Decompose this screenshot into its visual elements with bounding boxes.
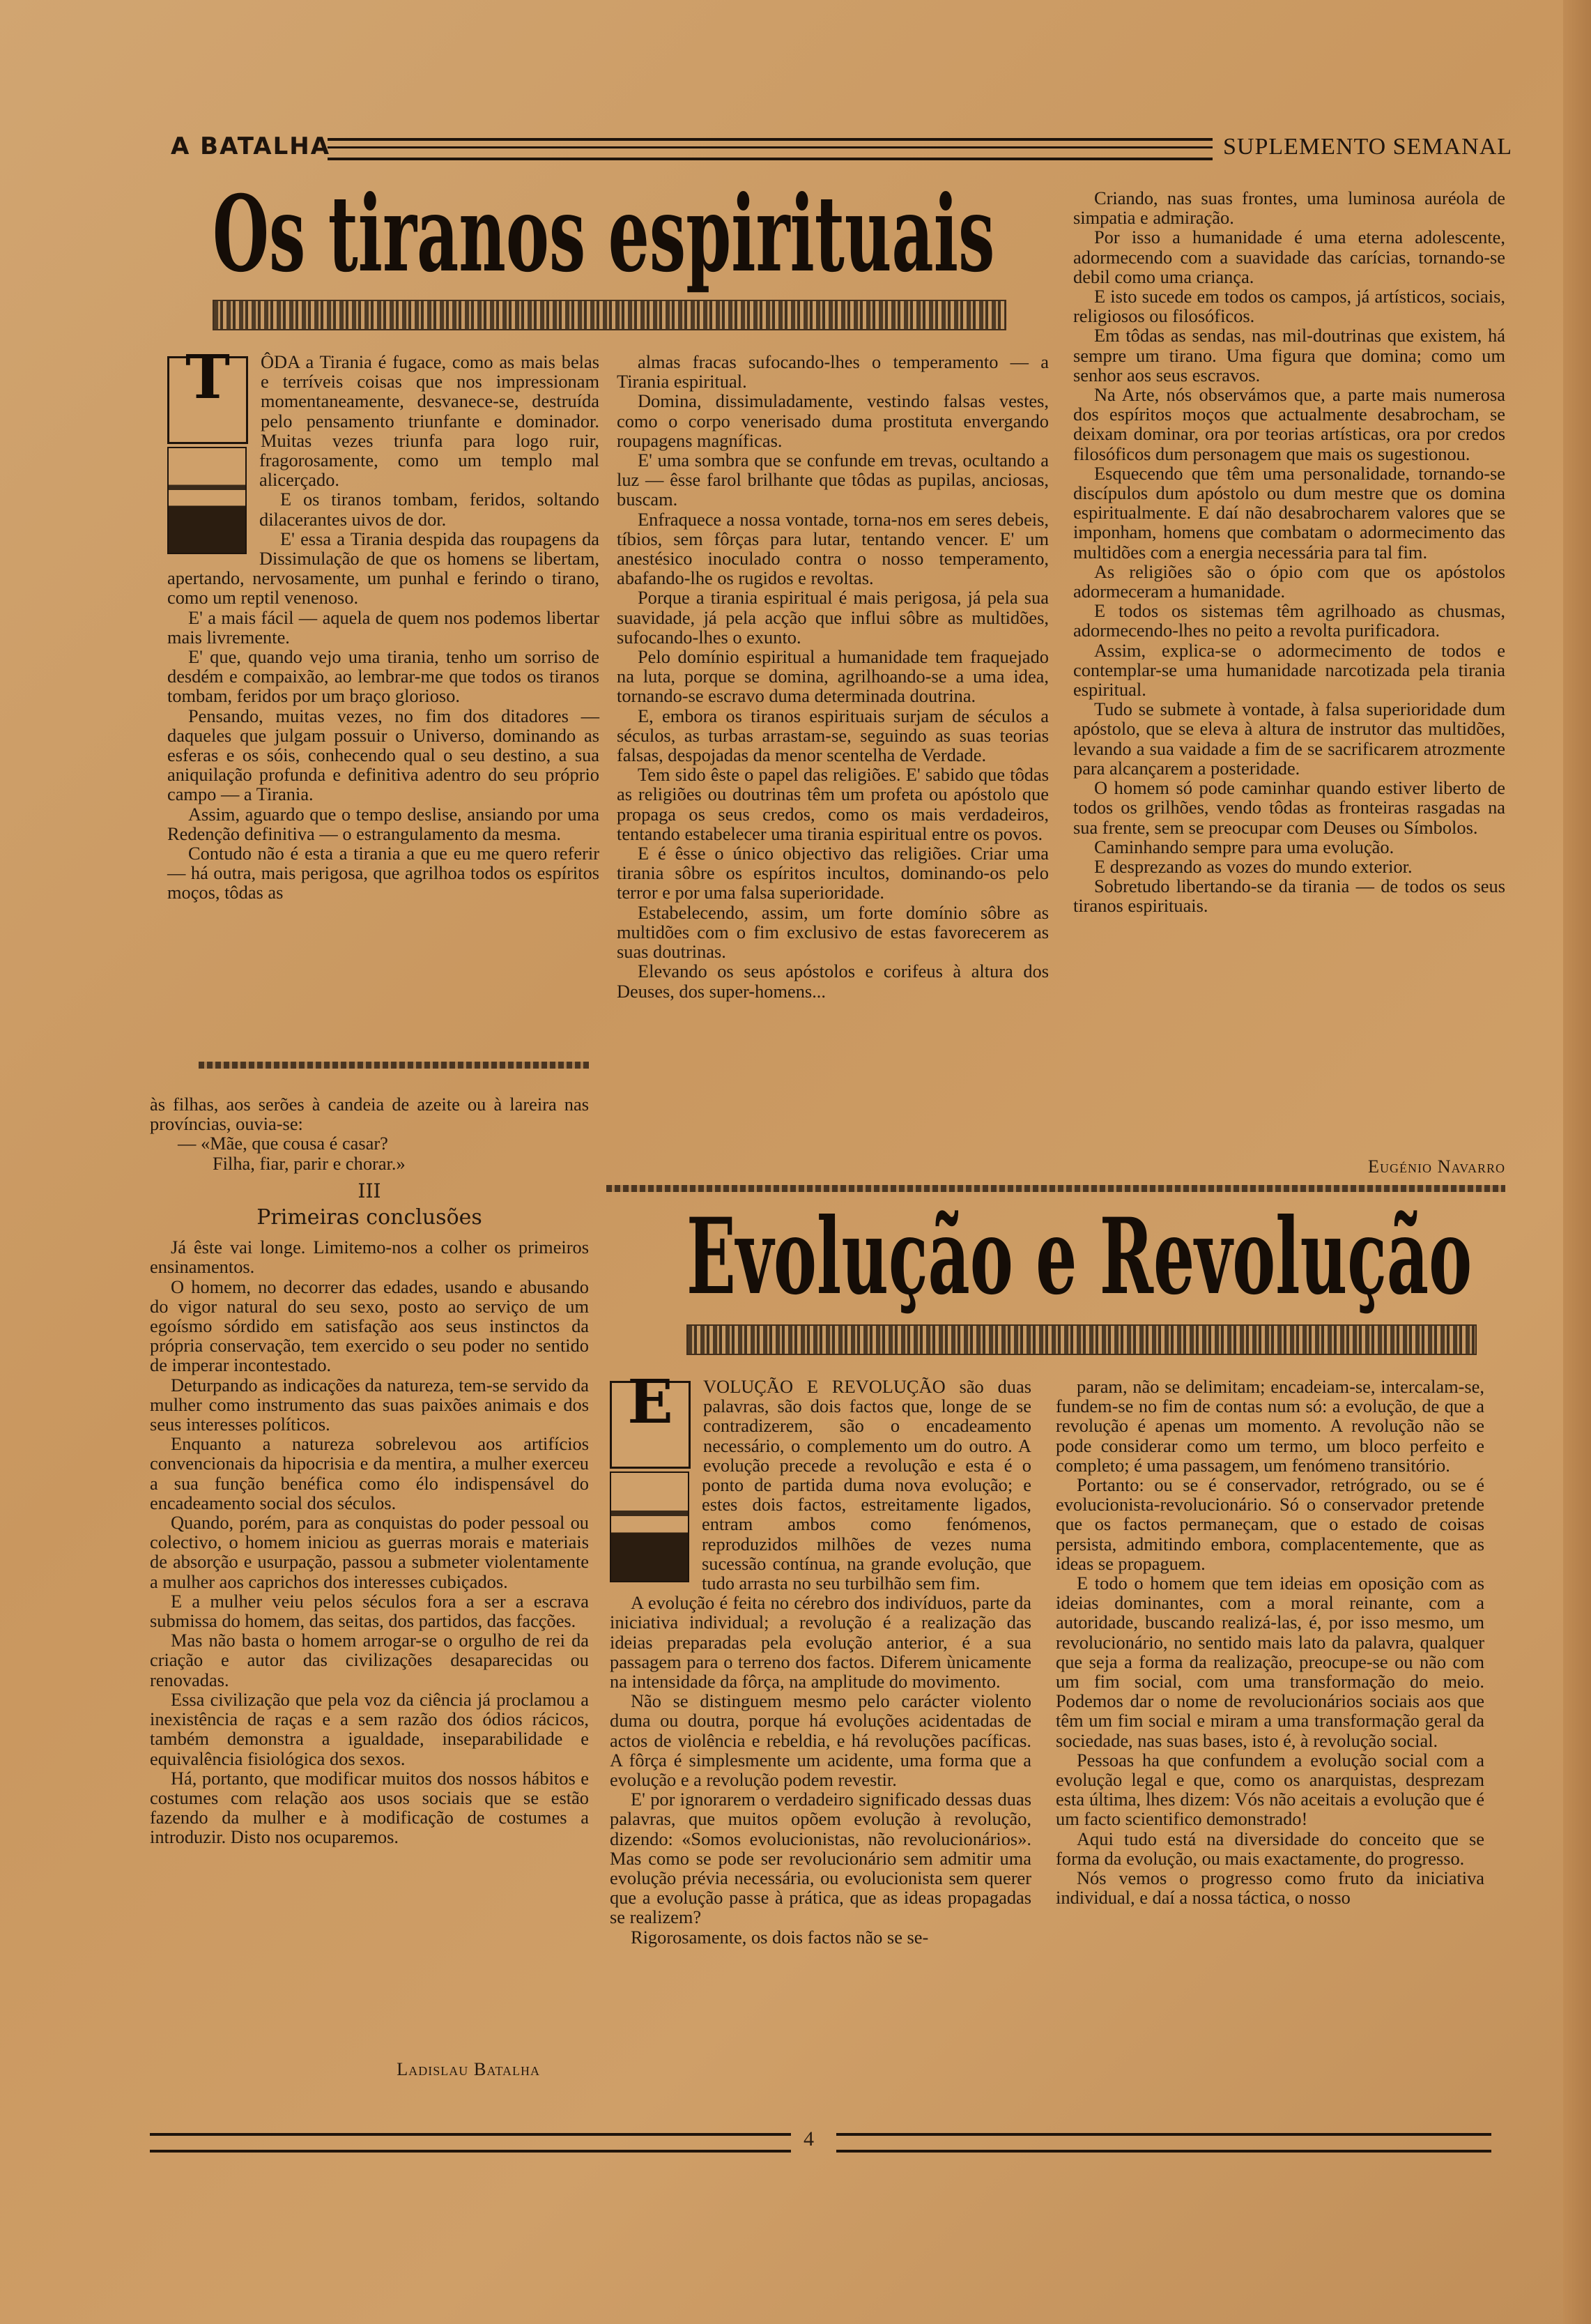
paragraph: Aqui tudo está na diversidade do conceito que se forma da evolução, ou mais exactamente, do progresso. xyxy=(1056,1828,1484,1869)
article0-signature: Ladislau Batalha xyxy=(397,2058,540,2079)
masthead-logo: A BATALHA xyxy=(171,132,331,160)
paragraph: E é êsse o único objectivo das religiões. Criar uma tirania sôbre os espíritos incultos, dominando-os pelo terror e por uma falsa superioridade. xyxy=(617,843,1049,903)
paragraph: Tem sido êste o papel das religiões. E' sabido que tôdas as religiões ou doutrinas têm um profeta ou apóstolo que propaga os seus credos, como os mais verdadeiros, tentando estabelecer uma tirania espiritual entre os povos. xyxy=(617,764,1049,844)
factory-illustration xyxy=(167,447,247,554)
paragraph: E' que, quando vejo uma tirania, tenho um sorriso de desdém e compaixão, ao lembrar-me que todos os tiranos tombam, feridos por um braço glorioso. xyxy=(167,646,599,707)
article1-title: Os tiranos espirituais xyxy=(213,173,995,296)
paragraph: E' essa a Tirania despida das roupagens da Dissimulação de que os homens se libertam, apertando, nervosamente, um punhal e ferindo o tirano, como um reptil venenoso. xyxy=(167,528,599,609)
article1-column-2 xyxy=(617,352,1049,1001)
paragraph: E todo o homem que tem ideias em oposição com as ideias dominantes, com a moral reinante, com a autoridade, buscando realizá-las, é, por isso mesmo, um revolucionário, no sentido mais lato da palavra, qualquer que seja a forma da realização, preocupe-se ou não com um fim social, com uma transformação do meio. Podemos dar o nome de revolucionários sociais aos que têm um fim social e miram a uma transformação geral da sociedade, nas suas bases, isto é, à revolução social. xyxy=(1056,1573,1484,1751)
footer-rule-left xyxy=(150,2133,791,2153)
page-edge xyxy=(1563,0,1591,2324)
paragraph: Assim, aguardo que o tempo deslise, ansiando por uma Redenção definitiva — o estrangulamento da mesma. xyxy=(167,803,599,844)
paragraph: Por isso a humanidade é uma eterna adolescente, adormecendo com a suavidade das carícias, tornando-se debil como uma criança. xyxy=(1073,227,1505,287)
paragraph: Em tôdas as sendas, nas mil-doutrinas que existem, há sempre um tirano. Uma figura que domina; como um senhor aos seus escravos. xyxy=(1073,325,1505,385)
paragraph: Esquecendo que têm uma personalidade, tornando-se discípulos dum apóstolo ou dum mestre que os domina espiritualmente. E daí não desabrocharem valores que se imponham, homens que combatam o adormecimento das multidões com a energia necessária para tal fim. xyxy=(1073,462,1505,563)
paragraph: Nós vemos o progresso como fruto da iniciativa individual, e daí a nossa táctica, o nosso xyxy=(1056,1867,1484,1909)
paragraph: Assim, explica-se o adormecimento de todos e contemplar-se uma humanidade narcotizada pela tirania espiritual. xyxy=(1073,639,1505,701)
paragraph: E' uma sombra que se confunde em trevas, ocultando a luz — êsse farol brilhante que tôdas as pupilas, anciosas, buscam. xyxy=(617,450,1049,510)
title-ornament-2 xyxy=(686,1324,1477,1355)
section-label: SUPLEMENTO SEMANAL xyxy=(1223,134,1513,160)
section-subtitle: Primeiras conclusões xyxy=(256,1205,482,1230)
paragraph: E isto sucede em todos os campos, já artísticos, sociais, religiosos ou filosóficos. xyxy=(1073,286,1505,327)
intro-verse-1: — «Mãe, que cousa é casar? xyxy=(178,1133,388,1154)
paragraph: Elevando os seus apóstolos e corifeus à altura dos Deuses, dos super-homens... xyxy=(617,961,1049,1002)
intro-verse-2: Filha, fiar, parir e chorar.» xyxy=(213,1152,406,1174)
paragraph: Pensando, muitas vezes, no fim dos ditadores — daqueles que julgam possuir o Universo, dominando as esferas e os sóis, conhecendo qual o seu destino, a sua aniquilação profunda e definitiva adentro do seu próprio campo — a Tirania. xyxy=(167,705,599,805)
column-separator xyxy=(199,1062,589,1069)
figure-illustration xyxy=(610,1471,689,1582)
article1-column-1 xyxy=(167,342,599,903)
paragraph: Já êste vai longe. Limitemo-nos a colher os primeiros ensinamentos. xyxy=(150,1237,589,1278)
page-number: 4 xyxy=(804,2127,814,2150)
paragraph: Enquanto a natureza sobrelevou aos artifícios convencionais da hipocrisia e da mentira, a mulher exerceu a sua função benéfica como élo indispensável do encadeamento social dos séculos. xyxy=(150,1433,589,1513)
paragraph: Na Arte, nós observámos que, a parte mais numerosa dos espíritos moços que actualmente desabrocham, se deixam dominar, ora por teorias artísticas, ora por credos filosóficos dum personagem que mais os sugestionou. xyxy=(1073,384,1505,464)
dropcap-t: T xyxy=(167,356,248,444)
paragraph: Mas não basta o homem arrogar-se o orgulho de rei da criação e autor das civilizações desaparecidas ou renovadas. xyxy=(150,1630,589,1690)
intro-line: às filhas, aos serões à candeia de azeite ou à lareira nas províncias, ouvia-se: xyxy=(150,1094,589,1135)
paragraph: Domina, dissimuladamente, vestindo falsas vestes, como o corpo venerisado duma prostituta envergando roupagens magníficas. xyxy=(617,390,1049,451)
paragraph: E todos os sistemas têm agrilhoado as chusmas, adormecendo-lhes no peito a revolta purificadora. xyxy=(1073,600,1505,641)
article2-title: Evolução e Revolução xyxy=(686,1195,1473,1318)
paragraph: Quando, porém, para as conquistas do poder pessoal ou colectivo, o homem iniciou as guerras morais e materiais de absorção e usurpação, passou a submeter violentamente a mulher aos caprichos dos interesses cubiçados. xyxy=(150,1512,589,1592)
article1-signature-box xyxy=(1073,1147,1505,1176)
article1-signature: Eugénio Navarro xyxy=(1367,1156,1505,1177)
article0-signature-box xyxy=(150,2049,540,2079)
article2-column-1 xyxy=(610,1367,1031,1948)
paragraph: Pessoas ha que confundem a evolução social com a evolução legal e que, como os anarquistas, desprezam esta última, lhes dizem: Vós não aceitais a evolução que é um facto scientifico demonstrado! xyxy=(1056,1749,1484,1830)
article1-column-3 xyxy=(1073,188,1505,916)
paragraph: E a mulher veiu pelos séculos fora a ser a escrava submissa do homem, das seitas, dos partidos, das facções. xyxy=(150,1590,589,1632)
footer-rule-right xyxy=(836,2133,1491,2153)
paragraph: Não se distinguem mesmo pelo carácter violento duma ou doutra, porque há evoluções acidentadas de actos de violência e rebeldia, e há revoluções pacíficas. A fôrça é simplesmente um acidente, uma forma que a evolução e a revolução podem revestir. xyxy=(610,1690,1031,1791)
paragraph: Contudo não é esta a tirania a que eu me quero referir — há outra, mais perigosa, que agrilhoa todos os espíritos moços, tôdas as xyxy=(167,843,599,903)
header-rule xyxy=(328,138,1213,160)
paragraph: ÔDA a Tirania é fugace, como as mais belas e terríveis coisas que nos impressionam momentaneamente, desvanece-se, destruída pelo pensamento triunfante e dominador. Muitas vezes triunfa para logo ruir, fragorosamente, como um templo mal alicerçado. xyxy=(259,351,599,491)
paragraph: E desprezando as vozes do mundo exterior. xyxy=(1094,855,1413,877)
paragraph: Enfraquece a nossa vontade, torna-nos em seres debeis, tíbios, sem fôrças para lutar, tentando vencer. E' um anestésico inoculado contra o nosso temperamento, abafando-lhe os rugidos e revoltas. xyxy=(617,508,1049,589)
paragraph: E' a mais fácil — aquela de quem nos podemos libertar mais livremente. xyxy=(167,606,599,648)
paragraph: Tudo se submete à vontade, à falsa superioridade dum apóstolo, que se eleva à altura de instrutor das multidões, levando a sua vaidade a fim de se sacrificarem atrozmente para alcançarem a posteridade. xyxy=(1073,698,1505,779)
paragraph: E, embora os tiranos espirituais surjam de séculos a séculos, as turbas arrastam-se, seguindo as suas teorias falsas, despojadas da menor scentelha de Verdade. xyxy=(617,705,1049,766)
paragraph: Portanto: ou se é conservador, retrógrado, ou se é evolucionista-revolucionário. Só o conservador pretende que os factos permaneçam, que o estado de coisas persista, admitindo embora, complacentemente, que as ideas se propaguem. xyxy=(1056,1474,1484,1574)
paragraph: Criando, nas suas frontes, uma luminosa auréola de simpatia e admiração. xyxy=(1073,188,1505,229)
paragraph: Porque a tirania espiritual é mais perigosa, já pela sua suavidade, já pela acção que influi sôbre as multidões, sufocando-lhes o exunto. xyxy=(617,587,1049,648)
paragraph: Estabelecendo, assim, um forte domínio sôbre as multidões com o fim exclusivo de estas favorecerem as suas doutrinas. xyxy=(617,901,1049,963)
paragraph: Caminhando sempre para uma evolução. xyxy=(1094,836,1394,857)
paragraph: Pelo domínio espiritual a humanidade tem fraquejado na luta, porque se domina, agrilhoando-se a uma idea, tornando-se escravo duma determinada doutrina. xyxy=(617,646,1049,707)
paragraph: As religiões são o ópio com que os apóstolos adormeceram a humanidade. xyxy=(1073,560,1505,602)
section-numeral: III xyxy=(358,1179,381,1202)
paragraph: Deturpando as indicações da natureza, tem-se servido da mulher como instrumento das suas paixões animais e dos seus interesses políticos. xyxy=(150,1374,589,1435)
paragraph: O homem só pode caminhar quando estiver liberto de todos os grilhões, vendo tôdas as fronteiras rasgadas na sua frente, sem se preocupar com Deuses ou Símbolos. xyxy=(1073,777,1505,838)
paragraph: A evolução é feita no cérebro dos indivíduos, parte da iniciativa individual; a revolução é a realização das ideias preparadas pela evolução anterior, é a sua passagem para o terreno dos factos. Diferem ùnicamente na intensidade da fôrça, na amplitude do movimento. xyxy=(610,1592,1031,1692)
article0-column xyxy=(150,1094,589,1847)
paragraph: param, não se delimitam; encadeiam-se, intercalam-se, fundem-se no fim de contas num só: a evolução, de que a revolução é apenas um momento. A revolução não se pode considerar como um termo, um bloco perfeito e completo; é uma passagem, um fenómeno transitório. xyxy=(1056,1376,1484,1476)
paragraph: almas fracas sufocando-lhes o temperamento — a Tirania espiritual. xyxy=(617,351,1049,392)
paragraph: E os tiranos tombam, feridos, soltando dilacerantes uivos de dor. xyxy=(259,489,599,530)
article-separator xyxy=(606,1185,1505,1192)
title-ornament xyxy=(213,300,1006,330)
paragraph: Há, portanto, que modificar muitos dos nossos hábitos e costumes com relação aos usos sociais que se estão fazendo da mulher e à modificação de costumes a introduzir. Disto nos ocuparemos. xyxy=(150,1767,589,1848)
paragraph: Essa civilização que pela voz da ciência já proclamou a inexistência de raças e a sem razão dos ódios rácicos, também demonstra a igualdade, inseparabilidade e equivalência fisiológica dos sexos. xyxy=(150,1688,589,1769)
dropcap-e: E xyxy=(610,1381,691,1469)
paragraph: O homem, no decorrer das edades, usando e abusando do vigor natural do seu sexo, posto ao serviço de um egoísmo sórdido em satisfação aos seus instinctos da própria conservação, tem exercido o seu poder no sentido de imperar incontestado. xyxy=(150,1276,589,1376)
paragraph: E' por ignorarem o verdadeiro significado dessas duas palavras, que muitos opõem evolução à revolução, dizendo: «Somos evolucionistas, não revolucionários». Mas como se pode ser revolucionário sem admitir uma evolução prévia necessária, ou evolucionista sem querer que a evolução passe à prática, que as ideas propagadas se realizem? xyxy=(610,1789,1031,1928)
article2-column-2 xyxy=(1056,1377,1484,1907)
paragraph: VOLUÇÃO E REVOLUÇÃO são duas palavras, são dois factos que, longe de se contradizerem, são o encadeamento necessário, o complemento um do outro. A evolução precede a revolução e esta é o ponto de partida duma nova evolução; e estes dois factos, estreitamente ligados, entram ambos como fenómenos, reproduzidos milhões de vezes numa sucessão contínua, na grande evolução, que tudo arrasta no seu turbilhão sem fim. xyxy=(702,1376,1031,1594)
paragraph: Sobretudo libertando-se da tirania — de todos os seus tiranos espirituais. xyxy=(1073,876,1505,917)
paragraph: Rigorosamente, os dois factos não se se- xyxy=(631,1926,929,1948)
